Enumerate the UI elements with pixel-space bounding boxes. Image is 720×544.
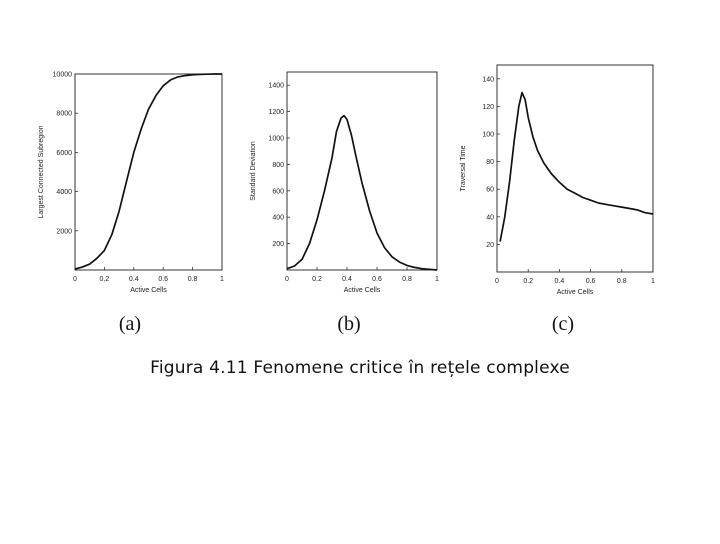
y-tick-label: 80 (486, 159, 494, 167)
y-tick-label: 4000 (56, 189, 72, 197)
x-tick-label: 1 (651, 278, 655, 285)
y-tick-label: 8000 (56, 110, 72, 118)
series-line-1 (287, 116, 437, 270)
x-tick-label: 1 (435, 276, 439, 283)
y-axis-label: Standard Deviation (250, 141, 257, 201)
y-tick-label: 120 (482, 103, 494, 111)
y-tick-label: 40 (486, 214, 494, 222)
y-tick-label: 200 (272, 241, 284, 249)
chart-panel-3 (460, 65, 655, 335)
plot-frame (287, 72, 437, 270)
panel-label: (b) (337, 313, 361, 335)
y-tick-label: 6000 (56, 149, 72, 157)
y-tick-label: 2000 (56, 228, 72, 236)
y-tick-label: 400 (272, 214, 284, 222)
y-tick-label: 1000 (268, 135, 284, 143)
x-axis-label: Active Cells (556, 289, 594, 296)
y-tick-label: 100 (482, 131, 494, 139)
figure-caption: Figura 4.11 Fenomene critice în rețele complexe (150, 358, 570, 378)
y-tick-label: 600 (272, 188, 284, 196)
y-axis-label: Largest Connected Subregion (38, 125, 45, 219)
x-tick-label: 0.6 (585, 278, 596, 285)
x-tick-label: 0 (495, 278, 499, 285)
x-tick-label: 0.8 (616, 278, 627, 285)
series-line-1 (75, 74, 222, 269)
panel-label: (c) (551, 313, 575, 335)
x-tick-label: 0.4 (342, 276, 352, 283)
x-tick-label: 0.2 (99, 276, 110, 283)
x-axis-label: Active Cells (130, 287, 167, 294)
x-axis-label: Active Cells (343, 287, 381, 294)
x-tick-label: 0.8 (402, 276, 412, 283)
y-axis-label: Traversal Time (460, 145, 467, 192)
chart-panel-1 (38, 72, 224, 336)
plot-frame (75, 74, 222, 270)
y-tick-label: 800 (272, 161, 284, 169)
y-tick-label: 1200 (268, 109, 284, 117)
y-tick-label: 60 (486, 186, 494, 194)
x-tick-label: 0.2 (312, 276, 322, 283)
x-tick-label: 0.4 (128, 276, 139, 283)
x-tick-label: 0 (285, 276, 289, 283)
chart-panel-2 (250, 72, 439, 335)
x-tick-label: 0 (73, 276, 77, 283)
x-tick-label: 0.6 (372, 276, 382, 283)
panel-label: (a) (118, 313, 142, 335)
y-tick-label: 20 (486, 241, 494, 249)
x-tick-label: 0.4 (554, 278, 565, 285)
x-tick-label: 1 (220, 276, 224, 283)
x-tick-label: 0.8 (187, 276, 198, 283)
y-tick-label: 10000 (52, 71, 72, 79)
x-tick-label: 0.6 (158, 276, 169, 283)
y-tick-label: 140 (482, 76, 494, 84)
x-tick-label: 0.2 (523, 278, 534, 285)
series-line-1 (500, 93, 653, 242)
y-tick-label: 1400 (268, 82, 284, 90)
